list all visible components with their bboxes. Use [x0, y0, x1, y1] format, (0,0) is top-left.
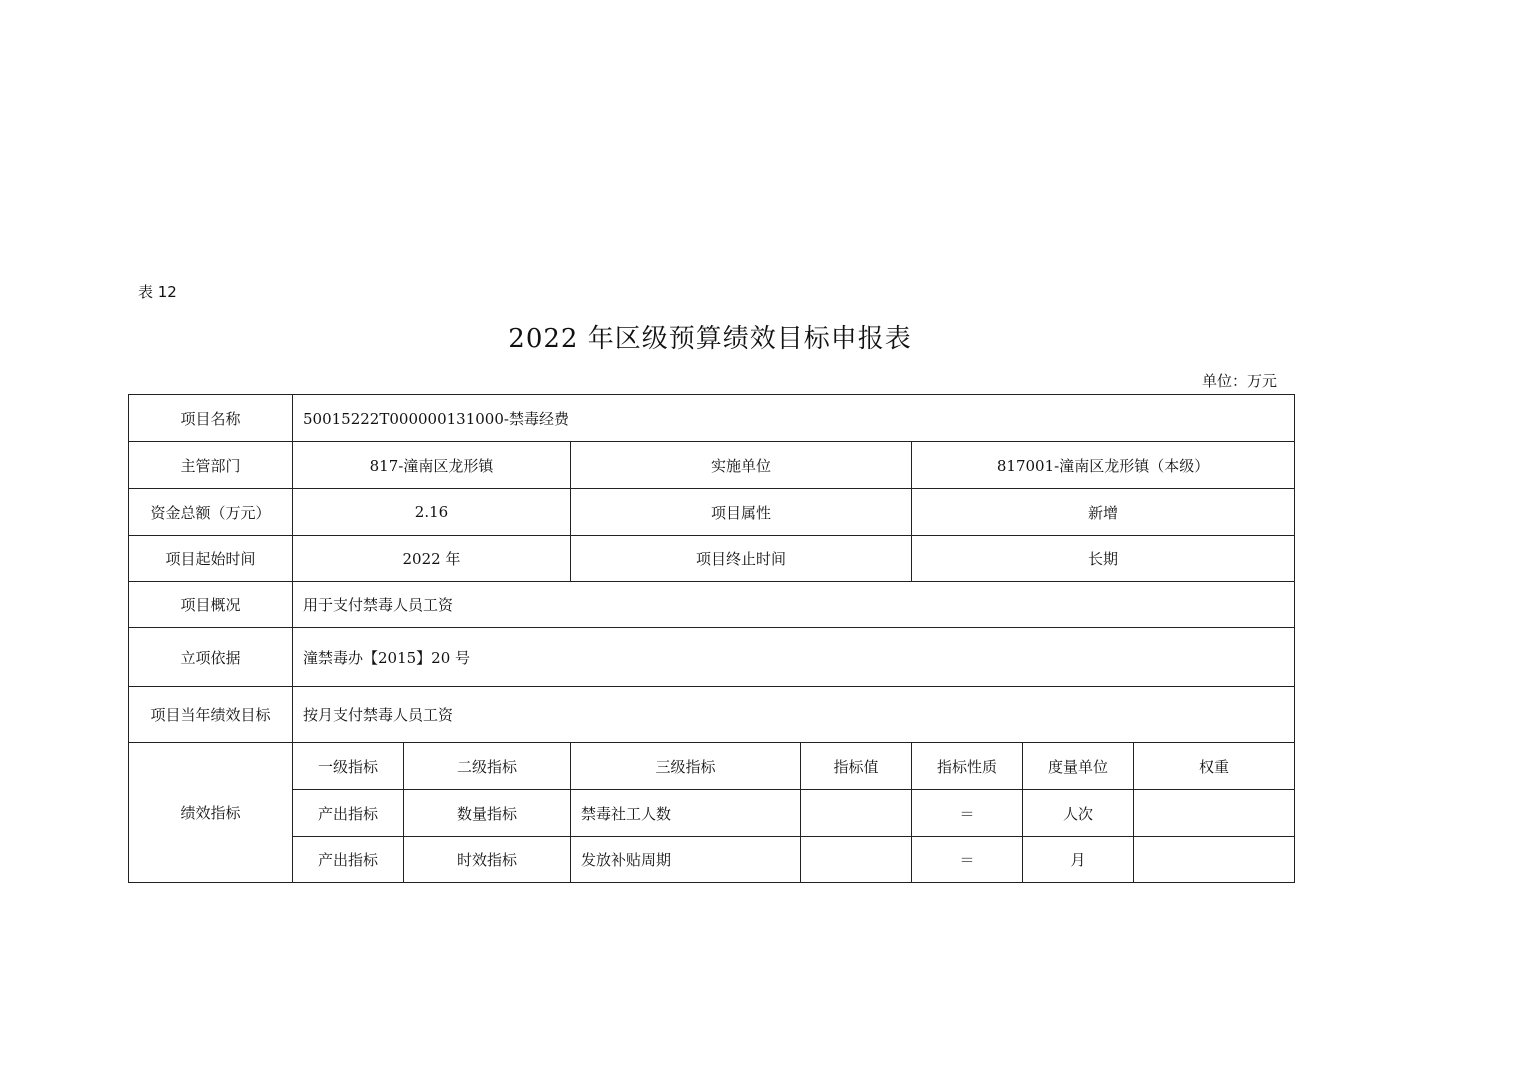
project-name-label: 项目名称 — [129, 395, 293, 442]
goal-value: 按月支付禁毒人员工资 — [293, 687, 1295, 743]
start-label: 项目起始时间 — [129, 536, 293, 582]
indicator-weight — [1134, 790, 1295, 837]
indicator-value — [801, 837, 912, 883]
end-label: 项目终止时间 — [571, 536, 912, 582]
indicator-level2: 数量指标 — [404, 790, 571, 837]
basis-label: 立项依据 — [129, 628, 293, 687]
dept-value: 817-潼南区龙形镇 — [293, 442, 571, 489]
row-department — [129, 442, 1295, 489]
row-period — [129, 536, 1295, 582]
document-title: 2022 年区级预算绩效目标申报表 — [508, 324, 912, 354]
table-number: 表 12 — [138, 283, 177, 301]
budget-performance-table — [128, 394, 1295, 883]
header-level1: 一级指标 — [293, 743, 404, 790]
funds-value: 2.16 — [293, 489, 571, 536]
indicator-level3: 发放补贴周期 — [571, 837, 801, 883]
header-unit: 度量单位 — [1023, 743, 1134, 790]
dept-label: 主管部门 — [129, 442, 293, 489]
end-value: 长期 — [912, 536, 1295, 582]
goal-label: 项目当年绩效目标 — [129, 687, 293, 743]
row-basis — [129, 628, 1295, 687]
header-value: 指标值 — [801, 743, 912, 790]
unit-label: 单位：万元 — [1202, 372, 1278, 390]
indicator-level1: 产出指标 — [293, 837, 404, 883]
row-overview — [129, 582, 1295, 628]
table-row — [129, 837, 1295, 883]
indicator-level1: 产出指标 — [293, 790, 404, 837]
row-funds — [129, 489, 1295, 536]
impl-label: 实施单位 — [571, 442, 912, 489]
indicator-weight — [1134, 837, 1295, 883]
overview-value: 用于支付禁毒人员工资 — [293, 582, 1295, 628]
indicator-level2: 时效指标 — [404, 837, 571, 883]
row-project-name — [129, 395, 1295, 442]
table-row — [129, 790, 1295, 837]
funds-label: 资金总额（万元） — [129, 489, 293, 536]
indicator-nature: ＝ — [912, 837, 1023, 883]
indicator-level3: 禁毒社工人数 — [571, 790, 801, 837]
start-value: 2022 年 — [293, 536, 571, 582]
header-level3: 三级指标 — [571, 743, 801, 790]
project-name-value: 50015222T000000131000-禁毒经费 — [293, 395, 1295, 442]
indicator-value — [801, 790, 912, 837]
perf-label: 绩效指标 — [129, 743, 293, 883]
header-level2: 二级指标 — [404, 743, 571, 790]
basis-value: 潼禁毒办【2015】20 号 — [293, 628, 1295, 687]
indicator-unit: 月 — [1023, 837, 1134, 883]
impl-value: 817001-潼南区龙形镇（本级） — [912, 442, 1295, 489]
row-goal — [129, 687, 1295, 743]
indicator-nature: ＝ — [912, 790, 1023, 837]
attr-value: 新增 — [912, 489, 1295, 536]
header-weight: 权重 — [1134, 743, 1295, 790]
overview-label: 项目概况 — [129, 582, 293, 628]
attr-label: 项目属性 — [571, 489, 912, 536]
row-indicator-header — [129, 743, 1295, 790]
header-nature: 指标性质 — [912, 743, 1023, 790]
indicator-unit: 人次 — [1023, 790, 1134, 837]
